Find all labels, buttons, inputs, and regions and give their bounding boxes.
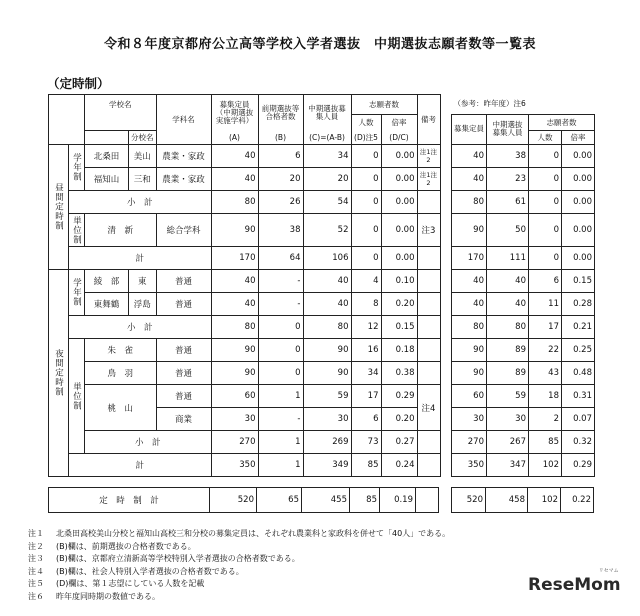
ref-ratio: 0.32 [562, 430, 595, 453]
ref-cap: 90 [452, 338, 487, 361]
school-name: 桃 山 [85, 385, 157, 431]
cell-b: 26 [258, 191, 303, 214]
cell-a: 170 [211, 247, 258, 270]
dept-name: 農業・家政 [156, 145, 211, 168]
ref-header-ratio: 倍率 [562, 130, 595, 144]
group-credit-system: 単位制 [69, 214, 85, 247]
ref-mid: 89 [487, 338, 529, 361]
table-row [49, 385, 441, 408]
section-heading: （定時制） [47, 76, 110, 91]
school-name: 綾 部 [85, 270, 129, 293]
branch-name: 東 [129, 270, 157, 293]
cell-c: 269 [303, 431, 351, 454]
table-row [49, 145, 441, 168]
cell-d: 73 [351, 431, 381, 454]
ref-persons: 0 [529, 144, 562, 167]
cell-a: 40 [211, 293, 258, 316]
school-name: 鳥 羽 [85, 362, 157, 385]
cell-c: 40 [303, 293, 351, 316]
group-night: 夜間定時制 [49, 270, 69, 477]
dept-name: 普通 [156, 293, 211, 316]
cell-b: 64 [258, 247, 303, 270]
ref-header-mid: 中期選抜募集人員 [487, 114, 529, 144]
ref-cap: 90 [452, 361, 487, 384]
ref-persons: 6 [529, 269, 562, 292]
note-item: 注６ 昨年度同時期の数値である。 [28, 591, 160, 601]
table-row [49, 339, 441, 362]
cell-d: 0 [351, 145, 381, 168]
header-branch: 分校名 [129, 131, 157, 145]
ref-ratio: 0.21 [562, 315, 595, 338]
cell-a: 80 [211, 316, 258, 339]
cell-c: 455 [302, 488, 350, 513]
ref-cap: 40 [452, 167, 487, 190]
ref-ratio: 0.00 [562, 144, 595, 167]
cell-ratio: 0.00 [381, 168, 417, 191]
ref-cap: 40 [452, 144, 487, 167]
cell-a: 80 [211, 191, 258, 214]
table-row [49, 362, 441, 385]
cell-a: 40 [211, 168, 258, 191]
ref-header-cap: 募集定員 [452, 114, 487, 144]
ref-persons: 22 [529, 338, 562, 361]
ref-persons: 0 [529, 167, 562, 190]
ref-persons: 0 [529, 213, 562, 246]
cell-b: 1 [258, 431, 303, 454]
cell-note: 注1注2 [417, 168, 440, 191]
cell-a: 270 [211, 431, 258, 454]
cell-c: 34 [303, 145, 351, 168]
dept-name: 普通 [156, 270, 211, 293]
dept-name: 普通 [156, 362, 211, 385]
cell-b: 0 [258, 316, 303, 339]
ref-cap: 270 [452, 430, 487, 453]
cell-d: 0 [351, 168, 381, 191]
cell-c: 349 [303, 454, 351, 477]
ref-cap: 80 [452, 315, 487, 338]
ref-ratio: 0.00 [562, 213, 595, 246]
ref-mid: 30 [487, 407, 529, 430]
resemom-logo: ReseMom リセマム [528, 568, 621, 595]
group-credit-system-night: 単位制 [69, 339, 85, 454]
cell-a: 40 [211, 145, 258, 168]
ref-mid: 458 [486, 488, 528, 513]
ref-persons: 85 [529, 430, 562, 453]
school-name: 福知山 [85, 168, 129, 191]
cell-a: 60 [211, 385, 258, 408]
cell-ratio: 0.00 [381, 214, 417, 247]
cell-ratio: 0.20 [381, 293, 417, 316]
cell-ratio: 0.19 [380, 488, 416, 513]
note-item: 注５ (D)欄は、第１志望にしている人数を記載 [28, 579, 205, 589]
cell-a: 90 [211, 362, 258, 385]
ref-header-applicants: 志願者数 [529, 114, 595, 130]
header-mid-cap: 中期選抜募集人員 [303, 95, 351, 131]
cell-c: 30 [303, 408, 351, 431]
dept-name: 農業・家政 [156, 168, 211, 191]
ref-cap: 40 [452, 269, 487, 292]
ref-ratio: 0.28 [562, 292, 595, 315]
header-remarks: 備考 [417, 95, 440, 145]
ref-cap: 60 [452, 384, 487, 407]
header-d-code: (D)注5 [351, 131, 381, 145]
school-name: 朱 雀 [85, 339, 157, 362]
cell-note: 注1注2 [417, 145, 440, 168]
ref-cap: 520 [452, 488, 486, 513]
cell-b: 1 [258, 454, 303, 477]
grand-total-reference [451, 487, 594, 513]
cell-ratio: 0.27 [381, 431, 417, 454]
cell-c: 40 [303, 270, 351, 293]
table-row [49, 293, 441, 316]
cell-b: 38 [258, 214, 303, 247]
ref-ratio: 0.29 [562, 453, 595, 476]
header-ratio: 倍率 [381, 115, 417, 131]
ref-ratio: 0.00 [562, 190, 595, 213]
subtotal-row [49, 316, 441, 339]
cell-c: 106 [303, 247, 351, 270]
cell-ratio: 0.18 [381, 339, 417, 362]
school-name: 北桑田 [85, 145, 129, 168]
ref-persons: 102 [529, 453, 562, 476]
subtotal-label: 小 計 [69, 316, 212, 339]
ref-header-persons: 人数 [529, 130, 562, 144]
cell-b: - [258, 408, 303, 431]
cell-d: 0 [351, 247, 381, 270]
ref-mid: 40 [487, 292, 529, 315]
cell-ratio: 0.00 [381, 145, 417, 168]
cell-b: - [258, 293, 303, 316]
cell-c: 90 [303, 362, 351, 385]
group-year-system: 学年制 [69, 145, 85, 191]
header-a-code: (A) [211, 131, 258, 145]
cell-ratio: 0.38 [381, 362, 417, 385]
ref-mid: 50 [487, 213, 529, 246]
dept-name: 商業 [156, 408, 211, 431]
applicants-table [48, 94, 441, 477]
header-c-code: (C)=(A-B) [303, 131, 351, 145]
cell-c: 59 [303, 385, 351, 408]
ref-mid: 61 [487, 190, 529, 213]
branch-name: 美山 [129, 145, 157, 168]
ref-ratio: 0.25 [562, 338, 595, 361]
table-row [49, 168, 441, 191]
cell-b: 65 [257, 488, 302, 513]
note-item: 注３ (B)欄は、京都府立清新高等学校特別入学者選抜の合格者数である。 [28, 554, 300, 564]
ref-ratio: 0.00 [562, 246, 595, 269]
note-item: 注４ (B)欄は、社会人特別入学者選抜の合格者数である。 [28, 566, 244, 576]
note-item: 注２ (B)欄は、前期選抜の合格者数である。 [28, 541, 196, 551]
ref-cap: 90 [452, 213, 487, 246]
ref-mid: 59 [487, 384, 529, 407]
table-row [49, 270, 441, 293]
cell-ratio: 0.24 [381, 454, 417, 477]
footnotes [28, 528, 450, 604]
cell-d: 4 [351, 270, 381, 293]
ref-persons: 2 [529, 407, 562, 430]
cell-d: 16 [351, 339, 381, 362]
dept-name: 普通 [156, 385, 211, 408]
dept-name: 普通 [156, 339, 211, 362]
reference-table [451, 94, 595, 477]
school-name: 清 新 [85, 214, 157, 247]
ref-ratio: 0.22 [561, 488, 594, 513]
group-day: 昼間定時制 [49, 145, 69, 270]
ref-persons: 43 [529, 361, 562, 384]
grand-total-label: 定 時 制 計 [49, 488, 210, 513]
cell-d: 85 [351, 454, 381, 477]
cell-b: 1 [258, 385, 303, 408]
cell-a: 90 [211, 214, 258, 247]
ref-ratio: 0.15 [562, 269, 595, 292]
cell-a: 520 [210, 488, 257, 513]
ref-persons: 102 [528, 488, 561, 513]
ref-mid: 89 [487, 361, 529, 384]
grand-total-table [48, 487, 439, 513]
dept-name: 総合学科 [156, 214, 211, 247]
ref-cap: 170 [452, 246, 487, 269]
ref-mid: 40 [487, 269, 529, 292]
ref-ratio: 0.31 [562, 384, 595, 407]
subtotal-label: 小 計 [85, 431, 212, 454]
ref-mid: 111 [487, 246, 529, 269]
total-row [49, 454, 441, 477]
ref-ratio: 0.07 [562, 407, 595, 430]
ref-cap: 80 [452, 190, 487, 213]
header-ratio-code: (D/C) [381, 131, 417, 145]
total-row [49, 247, 441, 270]
header-early: 前期選抜等合格者数 [258, 95, 303, 131]
total-label: 計 [69, 247, 212, 270]
group-year-system-night: 学年制 [69, 270, 85, 316]
header-capacity: 募集定員（中期選抜実施学科） [211, 95, 258, 131]
cell-note: 注3 [417, 214, 440, 247]
header-applicants: 志願者数 [351, 95, 417, 115]
cell-d: 12 [351, 316, 381, 339]
cell-b: 6 [258, 145, 303, 168]
subtotal-label: 小 計 [69, 191, 212, 214]
cell-ratio: 0.15 [381, 316, 417, 339]
table-row [49, 214, 441, 247]
ref-persons: 0 [529, 246, 562, 269]
cell-a: 350 [211, 454, 258, 477]
school-name: 東舞鶴 [85, 293, 129, 316]
cell-b: 20 [258, 168, 303, 191]
cell-c: 80 [303, 316, 351, 339]
cell-b: 0 [258, 362, 303, 385]
cell-ratio: 0.00 [381, 191, 417, 214]
cell-b: - [258, 270, 303, 293]
subtotal-row [49, 191, 441, 214]
cell-ratio: 0.29 [381, 385, 417, 408]
cell-a: 90 [211, 339, 258, 362]
cell-d: 85 [350, 488, 380, 513]
cell-d: 34 [351, 362, 381, 385]
branch-name: 三和 [129, 168, 157, 191]
cell-c: 52 [303, 214, 351, 247]
cell-d: 6 [351, 408, 381, 431]
cell-c: 54 [303, 191, 351, 214]
cell-a: 40 [211, 270, 258, 293]
subtotal-row [49, 431, 441, 454]
header-school: 学校名 [85, 95, 157, 115]
reference-title: （参考：昨年度）注6 [453, 99, 526, 109]
ref-mid: 347 [487, 453, 529, 476]
header-b-code: (B) [258, 131, 303, 145]
ref-mid: 80 [487, 315, 529, 338]
ref-cap: 40 [452, 292, 487, 315]
cell-d: 17 [351, 385, 381, 408]
page-title: 令和８年度京都府公立高等学校入学者選抜 中期選抜志願者数等一覧表 [103, 37, 536, 52]
note-item: 注１ 北桑田高校美山分校と福知山高校三和分校の募集定員は、それぞれ農業科と家政科を併せて「40人」である。 [28, 529, 451, 538]
ref-persons: 11 [529, 292, 562, 315]
ref-cap: 350 [452, 453, 487, 476]
header-persons: 人数 [351, 115, 381, 131]
cell-ratio: 0.10 [381, 270, 417, 293]
cell-d: 0 [351, 191, 381, 214]
cell-ratio: 0.00 [381, 247, 417, 270]
cell-d: 8 [351, 293, 381, 316]
cell-c: 20 [303, 168, 351, 191]
ref-mid: 267 [487, 430, 529, 453]
ref-ratio: 0.48 [562, 361, 595, 384]
cell-b: 0 [258, 339, 303, 362]
cell-d: 0 [351, 214, 381, 247]
ref-mid: 23 [487, 167, 529, 190]
ref-mid: 38 [487, 144, 529, 167]
branch-name: 浮島 [129, 293, 157, 316]
total-label: 計 [69, 454, 212, 477]
header-dept: 学科名 [156, 95, 211, 145]
grand-total-row [49, 488, 439, 513]
ref-persons: 18 [529, 384, 562, 407]
cell-ratio: 0.20 [381, 408, 417, 431]
cell-c: 90 [303, 339, 351, 362]
ref-persons: 17 [529, 315, 562, 338]
ref-cap: 30 [452, 407, 487, 430]
ref-ratio: 0.00 [562, 167, 595, 190]
ref-persons: 0 [529, 190, 562, 213]
cell-note: 注4 [417, 385, 440, 431]
cell-a: 30 [211, 408, 258, 431]
